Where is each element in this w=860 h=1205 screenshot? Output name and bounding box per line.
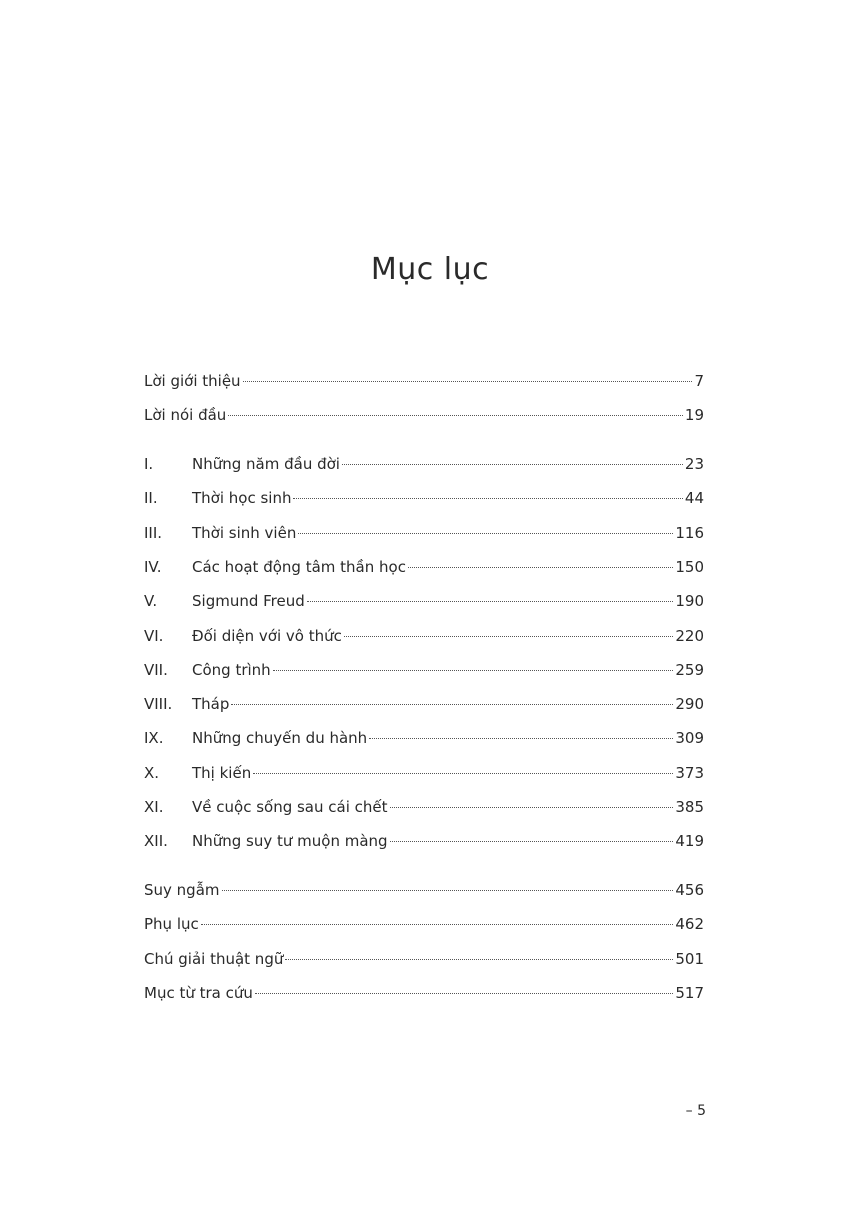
toc-entry-label: Chú giải thuật ngữ <box>144 949 284 968</box>
toc-entry-page: 259 <box>675 660 704 679</box>
dot-leader <box>390 841 674 842</box>
dot-leader <box>293 498 682 499</box>
toc-entry-page: 373 <box>675 763 704 782</box>
chapter-number: VIII. <box>144 695 173 714</box>
toc-entry-chapter[interactable] <box>144 824 704 858</box>
dot-leader <box>369 738 673 739</box>
dot-leader <box>342 464 683 465</box>
toc-entry-chapter[interactable] <box>144 619 704 653</box>
dot-leader <box>285 959 673 960</box>
dot-leader <box>344 636 673 637</box>
toc-entry-label: Những suy tư muộn màng <box>192 832 388 851</box>
toc-entry-back[interactable] <box>144 907 704 941</box>
dot-leader <box>253 773 673 774</box>
toc-entry-page: 19 <box>684 406 704 425</box>
toc-entry-page: 190 <box>675 592 704 611</box>
toc-entry-front[interactable] <box>144 364 704 398</box>
toc-entry-chapter[interactable] <box>144 481 704 515</box>
toc-entry-chapter[interactable] <box>144 584 704 618</box>
toc-entry-page: 419 <box>675 832 704 851</box>
dot-leader <box>243 381 693 382</box>
toc-entry-label: Thời học sinh <box>192 489 292 508</box>
dot-leader <box>390 807 674 808</box>
dot-leader <box>408 567 673 568</box>
chapter-number: IV. <box>144 557 162 576</box>
chapter-number: XI. <box>144 798 164 817</box>
toc-entry-chapter[interactable] <box>144 653 704 687</box>
toc-entry-page: 23 <box>684 455 704 474</box>
toc-entry-chapter[interactable] <box>144 687 704 721</box>
toc-entry-chapter[interactable] <box>144 516 704 550</box>
toc-entry-label: Phụ lục <box>144 915 199 934</box>
toc-entry-page: 462 <box>675 915 704 934</box>
page-number: – 5 <box>685 1103 706 1119</box>
chapter-number: IX. <box>144 729 164 748</box>
dot-leader <box>273 670 674 671</box>
dot-leader <box>228 415 683 416</box>
toc-entry-page: 456 <box>675 881 704 900</box>
toc-entry-label: Mục từ tra cứu <box>144 984 253 1003</box>
chapter-number: III. <box>144 523 163 542</box>
toc-entry-page: 517 <box>675 984 704 1003</box>
toc-entry-back[interactable] <box>144 942 704 976</box>
toc-entry-page: 150 <box>675 557 704 576</box>
toc-entry-label: Công trình <box>192 660 271 679</box>
toc-entry-front[interactable] <box>144 398 704 432</box>
toc-entry-label: Thị kiến <box>192 763 252 782</box>
toc-entry-page: 220 <box>675 626 704 645</box>
toc-entry-page: 385 <box>675 798 704 817</box>
toc-entry-chapter[interactable] <box>144 790 704 824</box>
toc-entry-page: 309 <box>675 729 704 748</box>
toc-entry-page: 116 <box>675 523 704 542</box>
toc-entry-chapter[interactable] <box>144 550 704 584</box>
dot-leader <box>201 924 674 925</box>
toc-entry-label: Những chuyến du hành <box>192 729 368 748</box>
dot-leader <box>255 993 673 994</box>
toc-entry-chapter[interactable] <box>144 447 704 481</box>
toc-entry-chapter[interactable] <box>144 721 704 755</box>
chapter-number: VI. <box>144 626 164 645</box>
toc-entry-label: Lời giới thiệu <box>144 372 241 390</box>
page-title: Mục lục <box>370 252 490 287</box>
toc-entry-label: Tháp <box>192 695 230 714</box>
chapter-number: I. <box>144 455 154 474</box>
toc-entry-back[interactable] <box>144 976 704 1010</box>
toc-entry-page: 501 <box>675 949 704 968</box>
toc-entry-page: 7 <box>694 372 704 390</box>
toc-entry-label: Các hoạt động tâm thần học <box>192 557 406 576</box>
toc-entry-chapter[interactable] <box>144 756 704 790</box>
toc-entry-back[interactable] <box>144 873 704 907</box>
chapter-number: II. <box>144 489 158 508</box>
dot-leader <box>231 704 673 705</box>
toc-entry-label: Về cuộc sống sau cái chết <box>192 798 388 817</box>
chapter-number: XII. <box>144 832 168 851</box>
toc-entry-page: 44 <box>684 489 704 508</box>
toc-entry-label: Sigmund Freud <box>192 592 305 611</box>
dot-leader <box>307 601 674 602</box>
dot-leader <box>222 890 674 891</box>
chapter-number: V. <box>144 592 158 611</box>
toc-entry-page: 290 <box>675 695 704 714</box>
toc-entry-label: Suy ngẫm <box>144 881 220 900</box>
chapter-number: X. <box>144 763 160 782</box>
toc-entry-label: Thời sinh viên <box>192 523 297 542</box>
chapter-number: VII. <box>144 660 168 679</box>
table-of-contents <box>144 364 704 1010</box>
dot-leader <box>298 533 673 534</box>
toc-entry-label: Đối diện với vô thức <box>192 626 342 645</box>
toc-entry-label: Những năm đầu đời <box>192 455 340 474</box>
toc-entry-label: Lời nói đầu <box>144 406 227 425</box>
